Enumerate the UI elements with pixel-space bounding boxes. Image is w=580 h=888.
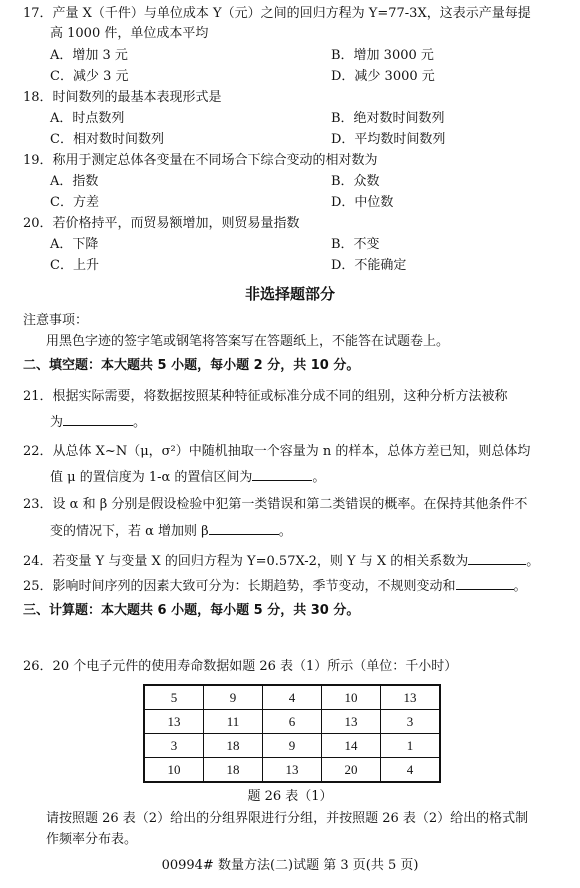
q25-stem [23, 577, 527, 595]
q23-stem-line2 [50, 522, 292, 540]
q26-instruction-line2: 作频率分布表。 [46, 832, 138, 847]
q21-answer-blank[interactable] [63, 413, 133, 426]
q18-option-d: D．平均数时间数列 [331, 132, 446, 147]
table-cell: 18 [204, 734, 263, 758]
q22-stem-line2 [50, 468, 325, 486]
table-cell: 9 [204, 685, 263, 710]
q19-stem: 19．称用于测定总体各变量在不同场合下综合变动的相对数为 [23, 153, 378, 168]
q17-stem-line1: 17．产量 X（千件）与单位成本 Y（元）之间的回归方程为 Y=77-3X，这表示产量每提 [23, 6, 531, 21]
table-cell: 6 [263, 710, 322, 734]
q20-option-a: A．下降 [50, 237, 99, 252]
q17-option-a: A．增加 3 元 [50, 48, 128, 63]
table-cell: 3 [381, 710, 441, 734]
q25-prefix: 25．影响时间序列的因素大致可分为：长期趋势，季节变动，不规则变动和 [23, 579, 456, 594]
q20-stem: 20．若价格持平，而贸易额增加，则贸易量指数 [23, 216, 300, 231]
q17-stem-line2: 高 1000 件，单位成本平均 [50, 26, 209, 41]
table-cell: 4 [381, 758, 441, 783]
notice-label: 注意事项： [23, 313, 89, 328]
q21-stem-line1: 21．根据实际需要，将数据按照某种特征或标准分成不同的组别，这种分析方法被称 [23, 389, 508, 404]
q23-stem-line1: 23．设 α 和 β 分别是假设检验中犯第一类错误和第二类错误的概率。在保持其他条件不 [23, 497, 528, 512]
part2-heading: 二、填空题：本大题共 5 小题，每小题 2 分，共 10 分。 [23, 358, 360, 373]
q20-option-d: D．不能确定 [331, 258, 407, 273]
q23-suffix: 。 [278, 524, 292, 539]
table-cell: 10 [144, 758, 204, 783]
table-cell: 13 [144, 710, 204, 734]
q18-option-b: B．绝对数时间数列 [331, 111, 445, 126]
q23-answer-blank[interactable] [209, 522, 279, 535]
table-cell: 5 [144, 685, 204, 710]
q18-option-c: C．相对数时间数列 [50, 132, 164, 147]
q19-option-c: C．方差 [50, 195, 99, 210]
q26-table-body [144, 685, 440, 782]
q21-prefix: 为 [50, 415, 64, 430]
table-cell: 11 [204, 710, 263, 734]
q21-suffix: 。 [133, 415, 147, 430]
table-cell: 13 [263, 758, 322, 783]
q23-prefix: 变的情况下，若 α 增加则 β [50, 524, 209, 539]
table-cell: 3 [144, 734, 204, 758]
q20-option-b: B．不变 [331, 237, 380, 252]
q19-option-d: D．中位数 [331, 195, 394, 210]
q24-prefix: 24．若变量 Y 与变量 X 的回归方程为 Y=0.57X-2，则 Y 与 X 的相关系数为 [23, 554, 469, 569]
q25-suffix: 。 [513, 579, 527, 594]
q18-stem: 18．时间数列的最基本表现形式是 [23, 90, 222, 105]
q25-answer-blank[interactable] [456, 577, 514, 590]
q22-prefix: 值 μ 的置信度为 1-α 的置信区间为 [50, 470, 253, 485]
q17-option-d: D．减少 3000 元 [331, 69, 435, 84]
table-cell: 20 [322, 758, 381, 783]
q19-option-b: B．众数 [331, 174, 380, 189]
section-title: 非选择题部分 [244, 285, 335, 303]
q18-option-a: A．时点数列 [50, 111, 125, 126]
table-cell: 4 [263, 685, 322, 710]
part3-heading: 三、计算题：本大题共 6 小题，每小题 5 分，共 30 分。 [23, 603, 360, 618]
q26-stem: 26．20 个电子元件的使用寿命数据如题 26 表（1）所示（单位：千小时） [23, 659, 458, 674]
table-cell: 9 [263, 734, 322, 758]
q21-stem-line2 [50, 413, 146, 431]
q20-option-c: C．上升 [50, 258, 99, 273]
table-row [144, 758, 440, 783]
q22-suffix: 。 [312, 470, 326, 485]
q24-suffix: 。 [526, 554, 540, 569]
q24-answer-blank[interactable] [468, 552, 526, 565]
q19-option-a: A．指数 [50, 174, 99, 189]
table-cell: 10 [322, 685, 381, 710]
q17-option-c: C．减少 3 元 [50, 69, 129, 84]
q26-table-caption: 题 26 表（1） [247, 789, 333, 804]
page-footer: 00994# 数量方法(二)试题 第 3 页(共 5 页) [161, 858, 419, 873]
q24-stem [23, 552, 539, 570]
table-cell: 13 [381, 685, 441, 710]
table-cell: 1 [381, 734, 441, 758]
q17-option-b: B．增加 3000 元 [331, 48, 434, 63]
table-row [144, 710, 440, 734]
q26-data-table [143, 684, 441, 783]
q26-instruction-line1: 请按照题 26 表（2）给出的分组界限进行分组，并按照题 26 表（2）给出的格式制 [46, 811, 529, 826]
table-cell: 18 [204, 758, 263, 783]
table-row [144, 685, 440, 710]
table-cell: 14 [322, 734, 381, 758]
table-row [144, 734, 440, 758]
notice-text: 用黑色字迹的签字笔或钢笔将答案写在答题纸上，不能答在试题卷上。 [46, 334, 450, 349]
table-cell: 13 [322, 710, 381, 734]
q22-stem-line1: 22．从总体 X~N（μ，σ²）中随机抽取一个容量为 n 的样本，总体方差已知，则总体均 [23, 444, 531, 459]
q22-answer-blank[interactable] [252, 468, 312, 481]
